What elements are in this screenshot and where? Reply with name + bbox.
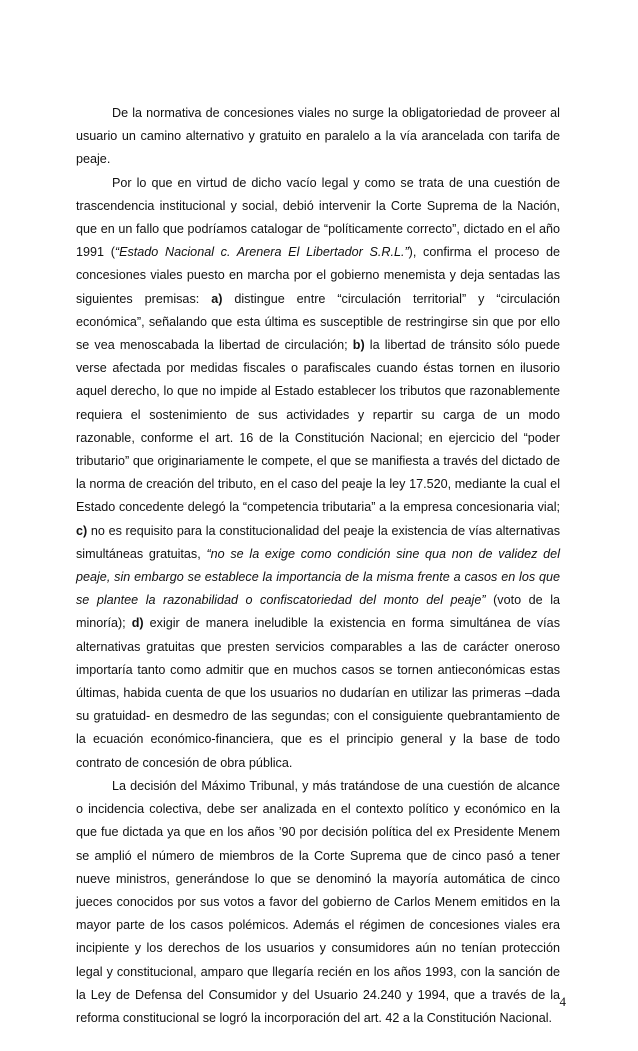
body-text: [76, 102, 560, 1030]
premise-b-marker: b): [352, 338, 365, 353]
paragraph-2-text-3: distingue entre “circulación territorial” y “circulación económica”, señalando que esta última es susceptible de restringirse sin que por ello se vea menoscabada la libertad de circulación;: [76, 291, 561, 353]
premise-c-marker: c): [76, 523, 88, 538]
case-name: “Estado Nacional c. Arenera El Libertador S.R.L.”: [114, 245, 409, 260]
paragraph-2-text-4: la libertad de tránsito sólo puede verse afectada por medidas fiscales o parafiscales cuando éstas tornen en ilusorio aquel derecho, lo que no impide al Estado establecer los tributos que razonablemente requiera el sostenimiento de sus actividades y repartir su carga de un modo razonable, conforme el art. 16 de la Constitución Nacional; en ejercicio del “poder tributario” que originariamente le compete, el que se manifiesta a través del dictado de la norma de creación del tributo, en el caso del peaje la ley 17.520, mediante la cual el Estado concedente delegó la “competencia tributaria” a la empresa concesionaria vial;: [76, 338, 561, 515]
paragraph-2-text-1: Por lo que en virtud de dicho vacío legal y como se trata de una cuestión de trascendencia institucional y social, debió intervenir la Corte Suprema de la Nación, que en un fallo que podríamos catalogar de “políticamente correcto”, dictado en el año 1991 (: [76, 175, 560, 260]
paragraph-2-text-6: (voto de la minoría);: [76, 593, 560, 631]
paragraph-2-text-2: ), confirma el proceso de concesiones viales puesto en marcha por el gobierno menemista y deja sentadas las siguientes premisas:: [76, 245, 560, 306]
paragraph-1: De la normativa de concesiones viales no surge la obligatoriedad de proveer al usuario un camino alternativo y gratuito en paralelo a la vía arancelada con tarifa de peaje.: [76, 106, 560, 167]
paragraph-3: La decisión del Máximo Tribunal, y más tratándose de una cuestión de alcance o incidencia colectiva, debe ser analizada en el contexto político y económico en la que fue dictada ya que en los años ’90 por decisión política del ex Presidente Menem se amplió el número de miembros de la Corte Suprema que de cinco pasó a tener nueve ministros, generándose lo que se denominó la mayoría automática de cinco jueces conocidos por sus votos a favor del gobierno de Carlos Menem emitidos en la mayor parte de los casos polémicos. Además el régimen de concesiones viales era incipiente y los derechos de los usuarios y consumidores aún no tenían protección legal y constitucional, amparo que llegaría recién en los años 1993, con la sanción de la Ley de Defensa del Consumidor y del Usuario 24.240 y 1994, que a través de la reforma constitucional se logró la incorporación del art. 42 a la Constitución Nacional.: [76, 778, 560, 1025]
premise-d-marker: d): [131, 616, 144, 631]
premise-a-marker: a): [211, 291, 223, 306]
paragraph-2: [76, 172, 560, 775]
minority-vote-quote: “no se la exige como condición sine qua non de validez del peaje, sin embargo se establece la importancia de la misma frente a casos en los que se plantee la razonabilidad o confiscatoriedad del monto del peaje”: [76, 546, 560, 608]
paragraph-2-text-5: no es requisito para la constitucionalidad del peaje la existencia de vías alternativas simultáneas gratuitas,: [76, 523, 560, 561]
page-number: 4: [559, 994, 566, 1009]
paragraph-2-text-7: exigir de manera ineludible la existencia en forma simultánea de vías alternativas gratuitas que presten servicios comparables a las de carácter oneroso importaría tanto como admitir que en muchos casos se tornen antieconómicas estas últimas, habida cuenta de que los usuarios no dudarían en utilizar las primeras –dada su gratuidad- en desmedro de las segundas; con el consiguiente quebrantamiento de la ecuación económico-financiera, que es el principio general y la base de todo contrato de concesión de obra pública.: [76, 616, 560, 770]
